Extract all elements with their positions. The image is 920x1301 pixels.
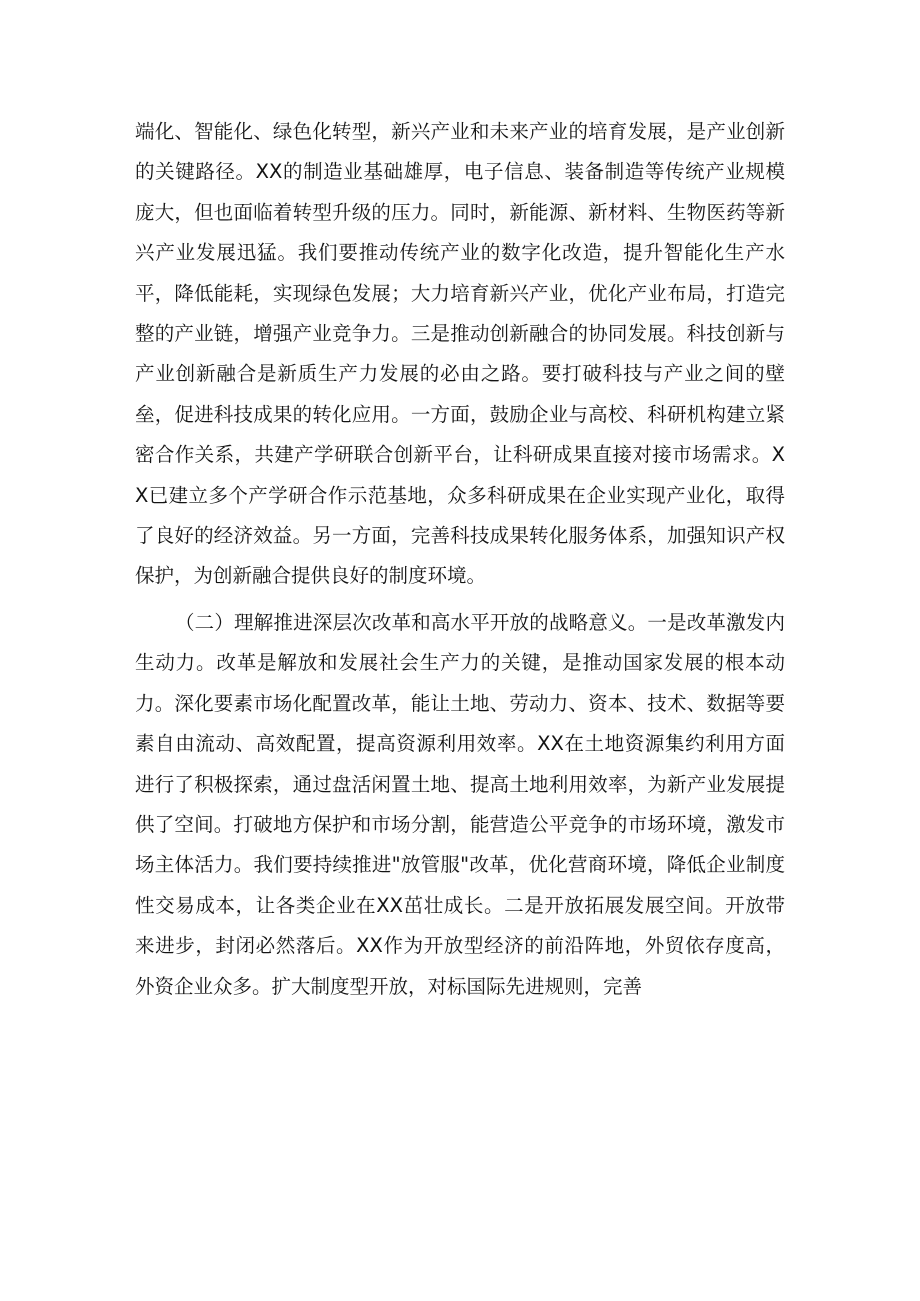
body-paragraph-2: （二）理解推进深层次改革和高水平开放的战略意义。一是改革激发内生动力。改革是解放和发展社会生产力的关键，是推动国家发展的根本动力。深化要素市场化配置改革，能让土地、劳动力、资本、技术、数据等要素自由流动、高效配置，提高资源利用效率。XX在土地资源集约利用方面进行了积极探索，通过盘活闲置土地、提高土地利用效率，为新产业发展提供了空间。打破地方保护和市场分割，能营造公平竞争的市场环境，激发市场主体活力。我们要持续推进"放管服"改革，优化营商环境，降低企业制度性交易成本，让各类企业在XX茁壮成长。二是开放拓展发展空间。开放带来进步，封闭必然落后。XX作为开放型经济的前沿阵地，外贸依存度高，外资企业众多。扩大制度型开放，对标国际先进规则，完善 [135,610,785,998]
body-paragraph-1: 端化、智能化、绿色化转型，新兴产业和未来产业的培育发展，是产业创新的关键路径。XX的制造业基础雄厚，电子信息、装备制造等传统产业规模庞大，但也面临着转型升级的压力。同时，新能源、新材料、生物医药等新兴产业发展迅猛。我们要推动传统产业的数字化改造，提升智能化生产水平，降低能耗，实现绿色发展；大力培育新兴产业，优化产业布局，打造完整的产业链，增强产业竞争力。三是推动创新融合的协同发展。科技创新与产业创新融合是新质生产力发展的必由之路。要打破科技与产业之间的壁垒，促进科技成果的转化应用。一方面，鼓励企业与高校、科研机构建立紧密合作关系，共建产学研联合创新平台，让科研成果直接对接市场需求。XX已建立多个产学研合作示范基地，众多科研成果在企业实现产业化，取得了良好的经济效益。另一方面，完善科技成果转化服务体系，加强知识产权保护，为创新融合提供良好的制度环境。 [135,120,785,588]
